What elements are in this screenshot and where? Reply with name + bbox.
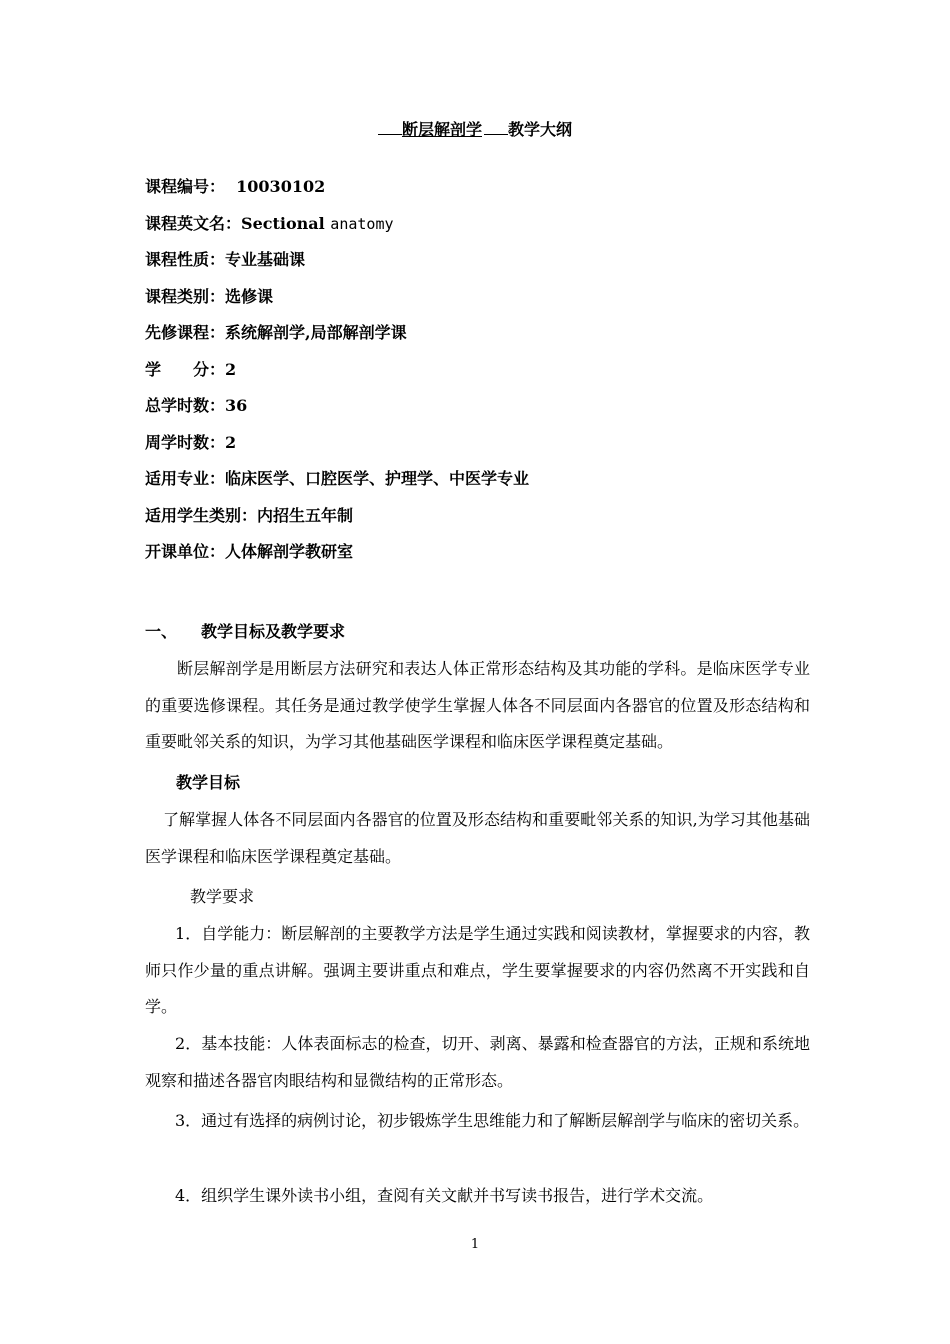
title-underline-gap (484, 120, 508, 135)
info-label: 课程英文名： (145, 213, 242, 233)
info-value: Sectional (241, 213, 325, 233)
info-value: 36 (225, 396, 248, 415)
credits-row (145, 360, 825, 397)
title-underline-lead (378, 120, 402, 135)
info-label: 周学时数： (145, 432, 226, 452)
page-number: 1 (470, 1237, 480, 1252)
title-course-name: 断层解剖学 (401, 120, 482, 139)
total-hours-row (145, 396, 825, 433)
info-label: 学 分： (145, 359, 226, 379)
english-name-row (145, 214, 825, 251)
department-row (145, 542, 825, 579)
info-value: 人体解剖学教研室 (225, 542, 354, 561)
info-value: 2 (225, 359, 237, 379)
info-value: 系统解剖学,局部解剖学课 (225, 323, 407, 342)
requirement-item: 2．基本技能：人体表面标志的检查，切开、剥离、暴露和检查器官的方法，正规和系统地观察和描述各器官肉眼结构和显微结构的正常形态。 (145, 1034, 810, 1090)
info-label: 总学时数： (145, 396, 226, 415)
info-value: 内招生五年制 (257, 505, 354, 525)
weekly-hours-row (145, 433, 825, 470)
goals-heading: 教学目标 (176, 773, 241, 792)
info-label: 开课单位： (145, 542, 226, 561)
info-label: 先修课程： (145, 323, 226, 342)
student-type-row (145, 506, 825, 543)
course-nature-row (145, 250, 825, 287)
info-label: 课程类别： (145, 286, 226, 306)
requirement-item: 1．自学能力：断层解剖的主要教学方法是学生通过实践和阅读教材，掌握要求的内容，教师只作少量的重点讲解。强调主要讲重点和难点，学生要掌握要求的内容仍然离不开实践和自学。 (145, 924, 810, 1016)
section-number: 一、 (145, 622, 178, 641)
title-syllabus: 教学大纲 (508, 120, 573, 139)
requirements-heading: 教学要求 (190, 887, 255, 906)
info-value: 2 (225, 432, 237, 452)
info-value: 选修课 (225, 286, 274, 306)
section-title: 教学目标及教学要求 (201, 622, 346, 641)
info-label: 适用学生类别： (145, 505, 258, 525)
course-info (145, 177, 825, 579)
course-category-row (145, 287, 825, 324)
info-label: 课程编号： (145, 177, 226, 196)
goals-paragraph: 了解掌握人体各不同层面内各器官的位置及形态结构和重要毗邻关系的知识,为学习其他基础医学课程和临床医学课程奠定基础。 (145, 810, 810, 866)
info-value: 临床医学、口腔医学、护理学、中医学专业 (225, 469, 530, 488)
info-value: 专业基础课 (225, 250, 306, 269)
requirement-item: 4．组织学生课外读书小组，查阅有关文献并书写读书报告，进行学术交流。 (175, 1186, 714, 1205)
course-code-row (145, 177, 825, 214)
applicable-majors-row (145, 469, 825, 506)
document-title (0, 117, 950, 140)
requirement-item: 3．通过有选择的病例讨论，初步锻炼学生思维能力和了解断层解剖学与临床的密切关系。 (175, 1111, 810, 1130)
section-heading (145, 619, 345, 642)
info-value: 10030102 (236, 177, 326, 196)
info-value-extra: anatomy (330, 214, 394, 233)
prerequisites-row (145, 323, 825, 360)
intro-paragraph: 断层解剖学是用断层方法研究和表达人体正常形态结构及其功能的学科。是临床医学专业的重要选修课程。其任务是通过教学使学生掌握人体各不同层面内各器官的位置及形态结构和重要毗邻关系的知识，为学习其他基础医学课程和临床医学课程奠定基础。 (145, 659, 810, 751)
info-label: 适用专业： (145, 469, 226, 488)
info-label: 课程性质： (145, 250, 226, 269)
